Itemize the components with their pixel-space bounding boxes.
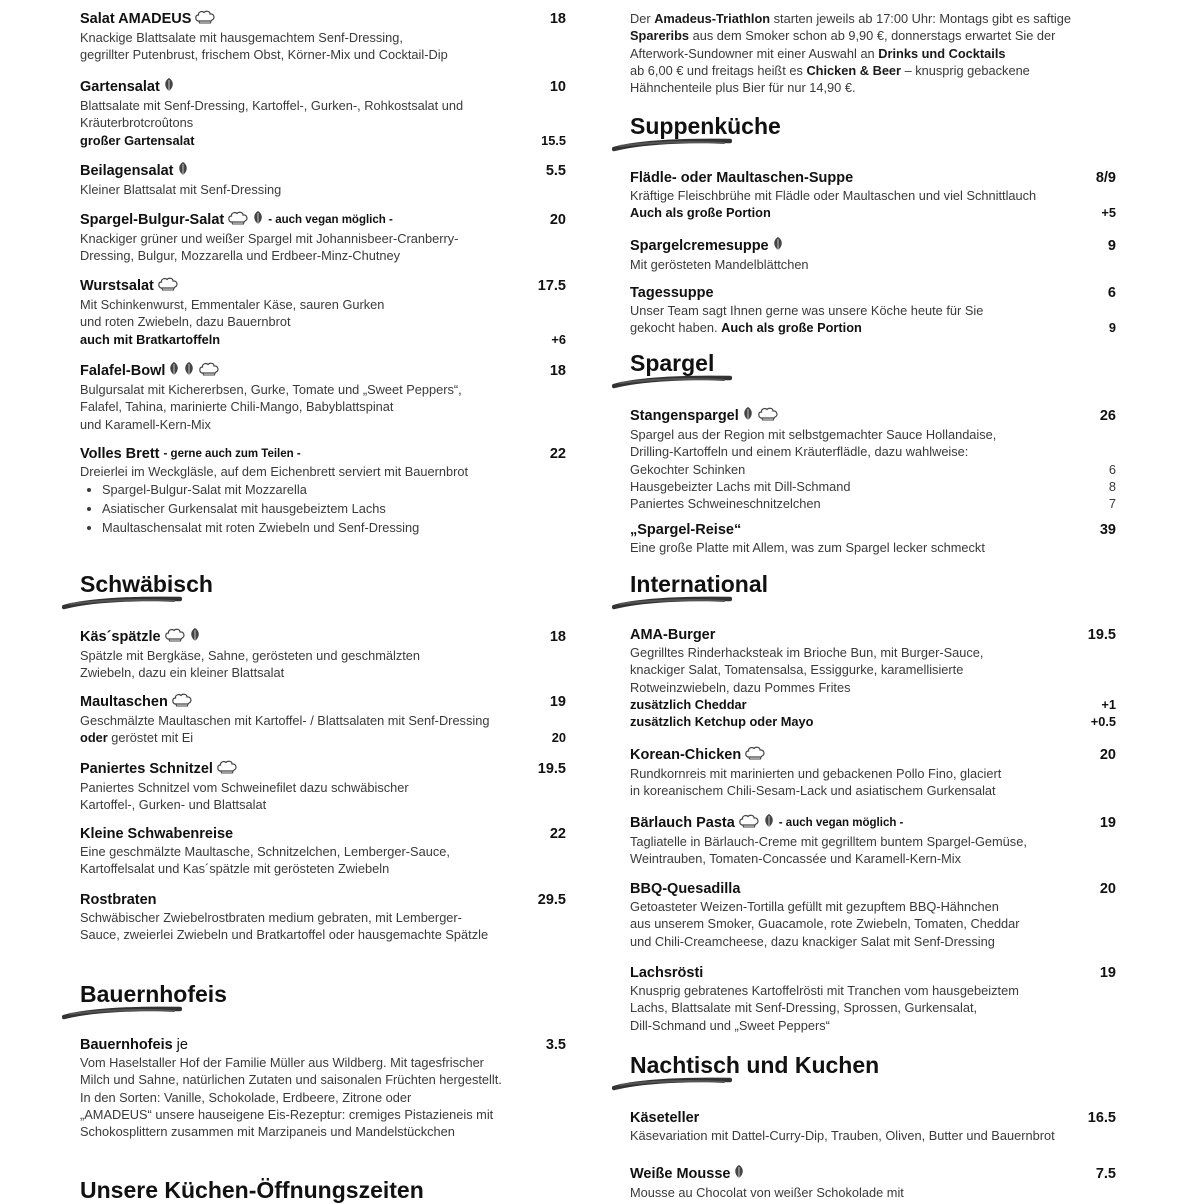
section-heading-schwaebisch (80, 570, 566, 610)
leaf-icon (177, 161, 189, 181)
item-name: Korean-Chicken (630, 747, 742, 763)
item-name: Gartensalat (80, 78, 160, 95)
item-description: Tagliatelle in Bärlauch-Creme mit gegrilltem buntem Spargel-Gemüse, Weintrauben, Tomaten-Concassée und Karamell-Kern-Mix (630, 834, 1027, 867)
item-description: Eine geschmälzte Maultasche, Schnitzelchen, Lemberger-Sauce, Kartoffelsalat und Kas´spätzle mit gerösteten Zwiebeln (80, 844, 450, 877)
item-name: Falafel-Bowl (80, 362, 166, 379)
menu-item-wurstsalat (80, 277, 566, 348)
section-title: Unsere Küchen-Öffnungszeiten (80, 1177, 424, 1203)
chef-hat-icon (216, 760, 238, 779)
item-name: Salat AMADEUS (80, 11, 192, 27)
item-price: 8/9 (1095, 170, 1116, 186)
chef-hat-icon (744, 746, 766, 765)
section-title: Schwäbisch (80, 571, 213, 597)
item-price: 20 (549, 211, 566, 228)
section-heading-nachtisch (630, 1051, 1116, 1091)
menu-item-paniertes-schnitzel (80, 760, 566, 814)
menu-item-spargelcremesuppe (630, 236, 1116, 273)
section-title: Spargel (630, 350, 715, 376)
chef-hat-icon (157, 277, 179, 296)
item-name: Stangenspargel (630, 407, 739, 424)
leaf-icon (763, 813, 775, 833)
chef-hat-icon (738, 814, 760, 833)
item-note: - auch vegan möglich - (778, 816, 904, 829)
menu-item-weisse-mousse (630, 1164, 1116, 1201)
item-extra: zusätzlich Cheddar +1 (630, 696, 1116, 712)
menu-item-lachsroesti (630, 965, 1116, 1034)
menu-item-kleine-schwabenreise (80, 826, 566, 878)
list-item: • Maultaschensalat mit roten Zwiebeln und Senf-Dressing (102, 518, 566, 537)
section-heading-spargel (630, 349, 1116, 389)
item-price: 26 (1099, 407, 1116, 424)
item-description: Geschmälzte Maultaschen mit Kartoffel- / Blattsalaten mit Senf-Dressing (80, 713, 490, 728)
item-description: Gegrilltes Rinderhacksteak im Brioche Bun, mit Burger-Sauce, knackiger Salat, Tomatensalsa, Essiggurke, karamellisierte Rotweinzwiebeln, dazu Pommes Frites (630, 645, 984, 695)
item-name: Spargelcremesuppe (630, 237, 769, 254)
section-heading-international (630, 570, 1116, 610)
item-description: Mit Schinkenwurst, Emmentaler Käse, sauren Gurken und roten Zwiebeln, dazu Bauernbrot (80, 297, 385, 330)
menu-item-spargel-bulgur-salat (80, 210, 566, 265)
item-price: 18 (549, 362, 566, 379)
item-option: Hausgebeizter Lachs mit Dill-Schmand 8 (630, 478, 1116, 494)
section-heading-bauernhofeis (80, 980, 566, 1020)
menu-item-gartensalat (80, 77, 566, 149)
item-bullet-list (80, 480, 566, 537)
item-extra: zusätzlich Ketchup oder Mayo +0.5 (630, 714, 1116, 730)
item-name: Wurstsalat (80, 278, 154, 294)
item-description: Blattsalate mit Senf-Dressing, Kartoffel-, Gurken-, Rohkostsalat und Kräuterbrotcroûtons (80, 98, 464, 131)
item-name: Volles Brett (80, 446, 160, 462)
triathlon-info (630, 10, 1116, 96)
item-name: Bärlauch Pasta (630, 814, 735, 831)
item-name: Rostbraten (80, 892, 157, 908)
item-extra: auch mit Bratkartoffeln +6 (80, 331, 566, 347)
item-price: 19 (549, 694, 566, 710)
item-price: 16.5 (1087, 1110, 1116, 1126)
item-option: Gekochter Schinken 6 (630, 461, 1116, 477)
item-name: Spargel-Bulgur-Salat (80, 211, 225, 228)
item-description: Schwäbischer Zwiebelrostbraten medium gebraten, mit Lemberger- Sauce, zweierlei Zwiebeln und Bratkartoffel oder hausgemachte Spätzle (80, 910, 489, 943)
item-price: 18 (549, 628, 566, 645)
item-name: Käs´spätzle (80, 628, 161, 645)
item-variant: oder geröstet mit Ei 20 (80, 730, 566, 746)
menu-item-salat-amadeus (80, 10, 566, 64)
menu-item-rostbraten (80, 892, 566, 944)
item-description: Mit gerösteten Mandelblättchen (630, 257, 809, 272)
item-description: Vom Haselstaller Hof der Familie Müller aus Wildberg. Mit tagesfrischer Milch und Sahne, natürlichen Zutaten und saisonalen Früchten hergestellt. In den Sorten: Vanille, Schokolade, Erdbeere, Zitrone oder „AMADEUS“ unsere hauseigene Eis-Rezeptur: cremiges Pistazieneis mit Schokosplittern zusammen mit Marzipaneis und Mandelstückchen (80, 1055, 502, 1140)
item-price: 9 (1107, 237, 1116, 254)
menu-item-stangenspargel (630, 406, 1116, 512)
item-price: 3.5 (545, 1037, 566, 1053)
menu-item-tagessuppe (630, 285, 1116, 337)
item-name: Maultaschen (80, 694, 168, 710)
menu-item-beilagensalat (80, 161, 566, 198)
item-description: Dreierlei im Weckgläsle, auf dem Eichenbrett serviert mit Bauernbrot (80, 464, 469, 479)
item-price: 7.5 (1095, 1165, 1116, 1182)
leaf-icon (189, 627, 201, 647)
item-description: Rundkornreis mit marinierten und gebackenen Pollo Fino, glaciert in koreanischem Chili-Sesam-Lack und asiatischem Gurkensalat (630, 766, 1002, 799)
leaf-icon (183, 361, 195, 381)
item-price: 18 (549, 11, 566, 27)
item-description: Kräftige Fleischbrühe mit Flädle oder Maultaschen und viel Schnittlauch (630, 188, 1037, 203)
chef-hat-icon (194, 10, 216, 29)
item-price: 17.5 (537, 278, 566, 294)
item-price: 22 (549, 826, 566, 842)
item-description: Spätzle mit Bergkäse, Sahne, gerösteten und geschmälzten Zwiebeln, dazu ein kleiner Blattsalat (80, 648, 421, 681)
leaf-icon (163, 77, 175, 97)
item-name: Weiße Mousse (630, 1165, 731, 1182)
item-extra: gekocht haben. Auch als große Portion 9 (630, 320, 1116, 336)
item-price: 22 (549, 446, 566, 462)
menu-item-kaeseteller (630, 1110, 1116, 1144)
item-name: Flädle- oder Maultaschen-Suppe (630, 170, 854, 186)
menu-item-flaedle-suppe (630, 170, 1116, 222)
leaf-icon (733, 1164, 745, 1184)
item-description: Mousse au Chocolat von weißer Schokolade mit (630, 1185, 904, 1200)
item-name: Käseteller (630, 1110, 700, 1126)
menu-item-baerlauch-pasta (630, 813, 1116, 868)
item-name: BBQ-Quesadilla (630, 881, 741, 897)
item-note: - gerne auch zum Teilen - (163, 448, 301, 460)
chef-hat-icon (198, 362, 220, 381)
item-description: Kleiner Blattsalat mit Senf-Dressing (80, 182, 282, 197)
item-option: Paniertes Schweineschnitzelchen 7 (630, 496, 1116, 512)
leaf-icon (252, 210, 264, 230)
menu-item-volles-brett (80, 446, 566, 537)
item-description: Eine große Platte mit Allem, was zum Spargel lecker schmeckt (630, 540, 985, 555)
item-description: Käsevariation mit Dattel-Curry-Dip, Trauben, Oliven, Butter und Bauernbrot (630, 1128, 1055, 1143)
item-price: 6 (1107, 285, 1116, 301)
item-description: Paniertes Schnitzel vom Schweinefilet dazu schwäbischer Kartoffel-, Gurken- und Blattsalat (80, 780, 409, 813)
item-name: Lachsrösti (630, 965, 704, 981)
chef-hat-icon (227, 211, 249, 230)
chef-hat-icon (171, 693, 193, 712)
list-item: • Asiatischer Gurkensalat mit hausgebeiztem Lachs (102, 499, 566, 518)
item-price: 29.5 (537, 892, 566, 908)
menu-item-spargel-reise (630, 522, 1116, 556)
section-title: Suppenküche (630, 113, 781, 139)
item-description: Spargel aus der Region mit selbstgemachter Sauce Hollandaise, Drilling-Kartoffeln und einem Kräuterflädle, dazu wahlweise: (630, 427, 997, 460)
item-price: 10 (549, 78, 566, 95)
item-price: 19.5 (1087, 627, 1116, 643)
menu-item-kaesspaetzle (80, 627, 566, 682)
item-extra: Auch als große Portion +5 (630, 205, 1116, 221)
item-name: Kleine Schwabenreise (80, 826, 234, 842)
item-note: - auch vegan möglich - (268, 213, 393, 226)
chef-hat-icon (757, 407, 779, 426)
item-price: 20 (1099, 747, 1116, 763)
section-heading-suppenkueche (630, 112, 1116, 152)
triathlon-text: Der Amadeus-Triathlon starten jeweils ab 17:00 Uhr: Montags gibt es saftige Spareribs aus dem Smoker schon ab 9,90 €, donnerstags erwartet Sie der Afterwork-Sundowner mit einer Auswahl an Drinks und Cocktails ab 6,00 € und freitags heißt es Chicken & Beer – knusprig gebackene Hähnchenteile plus Bier für nur 14,90 €. (630, 11, 1071, 96)
item-description: Bulgursalat mit Kichererbsen, Gurke, Tomate und „Sweet Peppers“, Falafel, Tahina, marinierte Chili-Mango, Babyblattspinat und Karamell-Kern-Mix (80, 382, 462, 432)
item-name: Bauernhofeis (80, 1037, 173, 1053)
leaf-icon (772, 236, 784, 256)
item-description: Knackige Blattsalate mit hausgemachtem Senf-Dressing, gegrillter Putenbrust, frischem Obst, Körner-Mix und Cocktail-Dip (80, 30, 448, 63)
menu-item-falafel-bowl (80, 361, 566, 433)
menu-item-bauernhofeis (80, 1037, 566, 1140)
item-description: Knusprig gebratenes Kartoffelrösti mit Tranchen vom hausgebeiztem Lachs, Blattsalate mit Senf-Dressing, Sprossen, Gurkensalat, Dill-Schmand und „Sweet Peppers“ (630, 983, 1019, 1033)
menu-item-korean-chicken (630, 746, 1116, 800)
item-name: AMA-Burger (630, 627, 716, 643)
menu-item-bbq-quesadilla (630, 881, 1116, 950)
item-price: 20 (1099, 881, 1116, 897)
menu-item-maultaschen (80, 693, 566, 747)
item-name: Paniertes Schnitzel (80, 761, 213, 777)
item-price: 5.5 (545, 162, 566, 179)
item-price: 39 (1099, 522, 1116, 538)
section-title: Bauernhofeis (80, 981, 227, 1007)
chef-hat-icon (164, 628, 186, 647)
item-name: Beilagensalat (80, 162, 174, 179)
section-title: Nachtisch und Kuchen (630, 1052, 880, 1078)
item-name: „Spargel-Reise“ (630, 522, 742, 538)
item-description: Knackiger grüner und weißer Spargel mit Johannisbeer-Cranberry- Dressing, Bulgur, Mozzarella und Erdbeer-Minz-Chutney (80, 231, 459, 264)
list-item: • Spargel-Bulgur-Salat mit Mozzarella (102, 480, 566, 499)
leaf-icon (742, 406, 754, 426)
item-description: Unser Team sagt Ihnen gerne was unsere Köche heute für Sie (630, 303, 984, 318)
item-suffix: je (176, 1037, 188, 1053)
menu-item-ama-burger (630, 627, 1116, 730)
section-title: International (630, 571, 769, 597)
item-description: Getoasteter Weizen-Tortilla gefüllt mit gezupftem BBQ-Hähnchen aus unserem Smoker, Guacamole, rote Zwiebeln, Tomaten, Cheddar und Chili-Creamcheese, dazu knackiger Salat mit Senf-Dressing (630, 899, 1020, 949)
leaf-icon (168, 361, 180, 381)
item-extra: großer Gartensalat 15.5 (80, 132, 566, 148)
item-price: 19 (1099, 965, 1116, 981)
item-name: Tagessuppe (630, 285, 714, 301)
item-price: 19.5 (537, 761, 566, 777)
item-price: 19 (1099, 814, 1116, 831)
